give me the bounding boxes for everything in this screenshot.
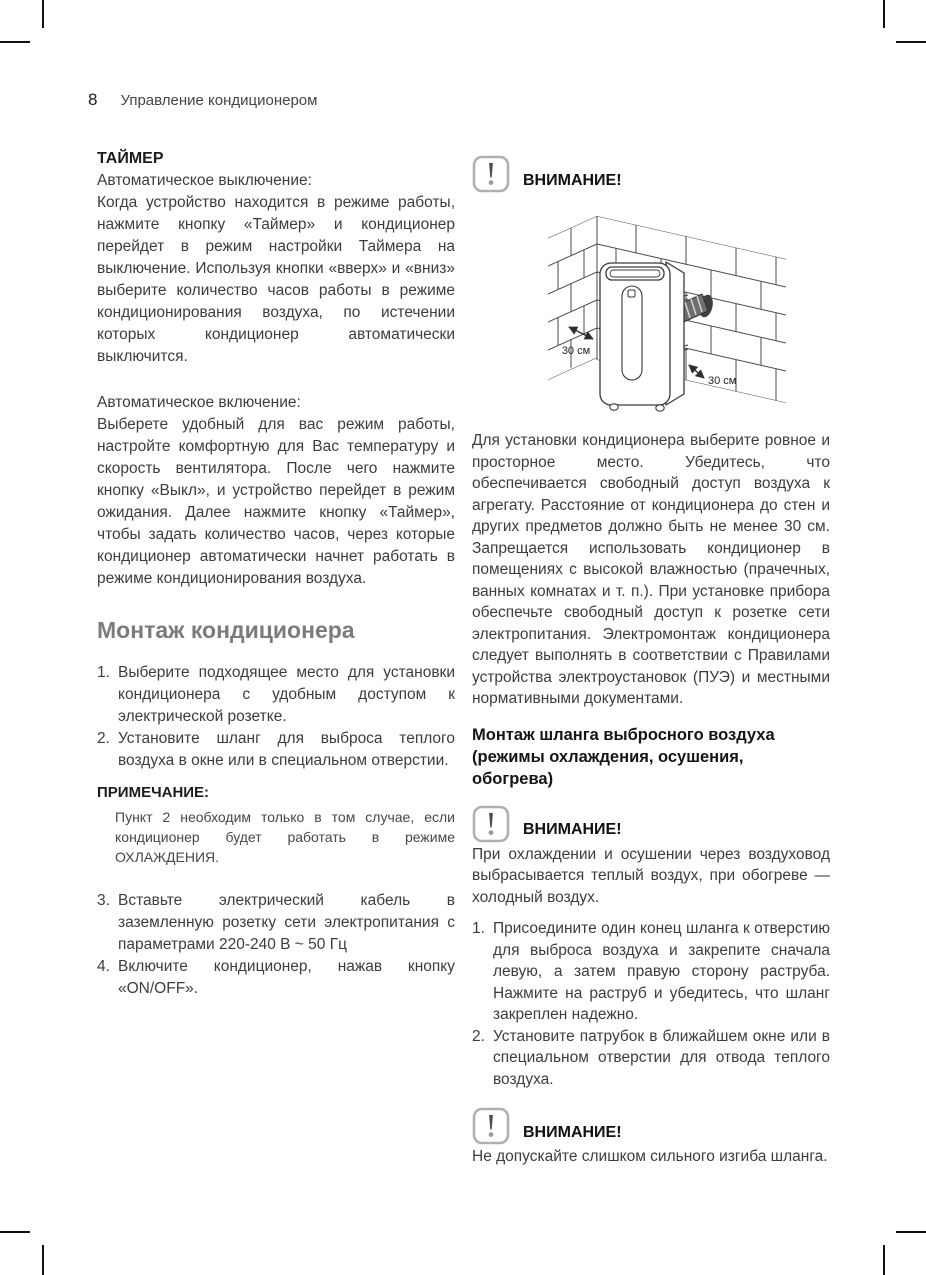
list-item xyxy=(97,956,455,1000)
auto-on-label: Автоматическое включение: xyxy=(97,394,301,411)
list-item xyxy=(97,728,455,772)
warning-callout xyxy=(472,804,830,844)
list-item-text: Выберите подходящее место для установки кондиционера с удобным доступом к электрической розетке. xyxy=(118,664,455,725)
page-header xyxy=(88,90,317,110)
crop-mark xyxy=(883,1245,885,1275)
caster-wheel xyxy=(610,404,618,410)
list-item xyxy=(472,918,830,1026)
warning-callout xyxy=(472,1106,830,1146)
auto-off-paragraph: Когда устройство находится в режиме работы, нажмите кнопку «Таймер» и кондиционер перейдет в режим настройки Таймера на выключение. Используя кнопки «вверх» и «вниз» выберите количество часов работы в режиме кондиционирования воздуха, по истечении которых кондиционер автоматически выключится. xyxy=(97,194,455,365)
warning-label: ВНИМАНИЕ! xyxy=(523,171,622,189)
front-panel-strip xyxy=(622,286,642,380)
hose-heading-line: Монтаж шланга выбросного воздуха xyxy=(472,725,775,744)
hose-install-heading xyxy=(472,724,830,790)
exclamation-warning-icon xyxy=(472,154,510,194)
right-gap-arrow xyxy=(689,365,704,378)
crop-mark xyxy=(0,41,30,43)
list-item xyxy=(472,1026,830,1091)
list-item-text: Вставьте электрический кабель в заземленную розетку сети электропитания с параметрами 220-240 В ~ 50 Гц xyxy=(118,892,455,953)
hose-heading-line: обогрева) xyxy=(472,769,554,788)
warning2-paragraph: При охлаждении и осушении через воздуховод выбрасывается теплый воздух, при обогреве — холодный воздух. xyxy=(472,845,830,906)
list-item-number: 1. xyxy=(472,920,485,937)
placement-paragraph: Для установки кондиционера выберите ровное и просторное место. Убедитесь, что обеспечивается свободный доступ воздуха к агрегату. Расстояние от кондиционера до стен и других предметов должно быть не менее 30 см. Запрещается использовать кондиционер в помещениях с высокой влажностью (прачечных, ванных комнатах и т. п.). При установке прибора обеспечьте свободный доступ к розетке сети электропитания. Электромонтаж кондиционера следует выполнять в соответствии с Правилами устройства электроустановок (ПУЭ) и местными нормативными документами. xyxy=(472,432,830,707)
warning-callout xyxy=(472,154,830,194)
list-item-text: Установите шланг для выброса теплого воздуха в окне или в специальном отверстии. xyxy=(118,730,455,769)
list-item-text: Включите кондиционер, нажав кнопку «ON/OFF». xyxy=(118,958,455,997)
crop-mark xyxy=(42,1245,44,1275)
page-number: 8 xyxy=(88,90,98,109)
warning-label: ВНИМАНИЕ! xyxy=(523,1123,622,1141)
warning3-paragraph: Не допускайте слишком сильного изгиба шланга. xyxy=(472,1148,828,1165)
exclamation-warning-icon xyxy=(472,1106,510,1146)
list-item-number: 1. xyxy=(97,664,110,681)
hose-heading-line: (режимы охлаждения, осушения, xyxy=(472,747,744,766)
air-conditioner-unit xyxy=(600,262,688,411)
list-item-number: 4. xyxy=(97,958,110,975)
timer-heading: ТАЙМЕР xyxy=(97,150,164,167)
right-gap-label: 30 см xyxy=(708,375,737,387)
caster-wheel xyxy=(656,405,664,411)
auto-off-label: Автоматическое выключение: xyxy=(97,172,312,189)
installation-heading: Монтаж кондиционера xyxy=(97,617,355,643)
list-item-text: Установите патрубок в ближайшем окне или в специальном отверстии для отвода теплого воздуха. xyxy=(493,1027,830,1088)
right-column xyxy=(472,148,830,1168)
note-heading: ПРИМЕЧАНИЕ: xyxy=(97,784,210,801)
list-item xyxy=(97,662,455,728)
ac-clearance-illustration xyxy=(536,210,836,422)
crop-mark xyxy=(0,1231,30,1233)
left-column xyxy=(97,148,455,1000)
auto-on-paragraph: Выберете удобный для вас режим работы, настройте комфортную для Вас температуру и скорость вентилятора. После чего нажмите кнопку «Выкл», и устройство перейдет в режим ожидания. Далее нажмите кнопку «Таймер», чтобы задать количество часов, через которые кондиционер автоматически начнет работать в режиме кондиционирования воздуха. xyxy=(97,416,455,587)
list-item xyxy=(97,890,455,956)
left-gap-label: 30 см xyxy=(561,345,591,357)
left-gap-arrow xyxy=(569,327,593,339)
crop-mark xyxy=(42,0,44,28)
control-button xyxy=(628,290,635,297)
list-item-number: 3. xyxy=(97,892,110,909)
exclamation-warning-icon xyxy=(472,804,510,844)
crop-mark xyxy=(883,0,885,28)
list-item-number: 2. xyxy=(472,1027,485,1045)
crop-mark xyxy=(896,1231,926,1233)
warning-label: ВНИМАНИЕ! xyxy=(523,821,622,838)
note-paragraph: Пункт 2 необходим только в том случае, если кондиционер будет работать в режиме ОХЛАЖДЕНИЯ. xyxy=(115,809,455,865)
chapter-title: Управление кондиционером xyxy=(120,92,318,109)
installation-figure xyxy=(536,210,836,422)
list-item-number: 2. xyxy=(97,730,110,747)
list-item-text: Присоедините один конец шланга к отверстию для выброса воздуха и закрепите сначала левую, а затем правую сторону раструба. Нажмите на раструб и убедитесь, что шланг закреплен надежно. xyxy=(493,920,830,1023)
crop-mark xyxy=(896,41,926,43)
